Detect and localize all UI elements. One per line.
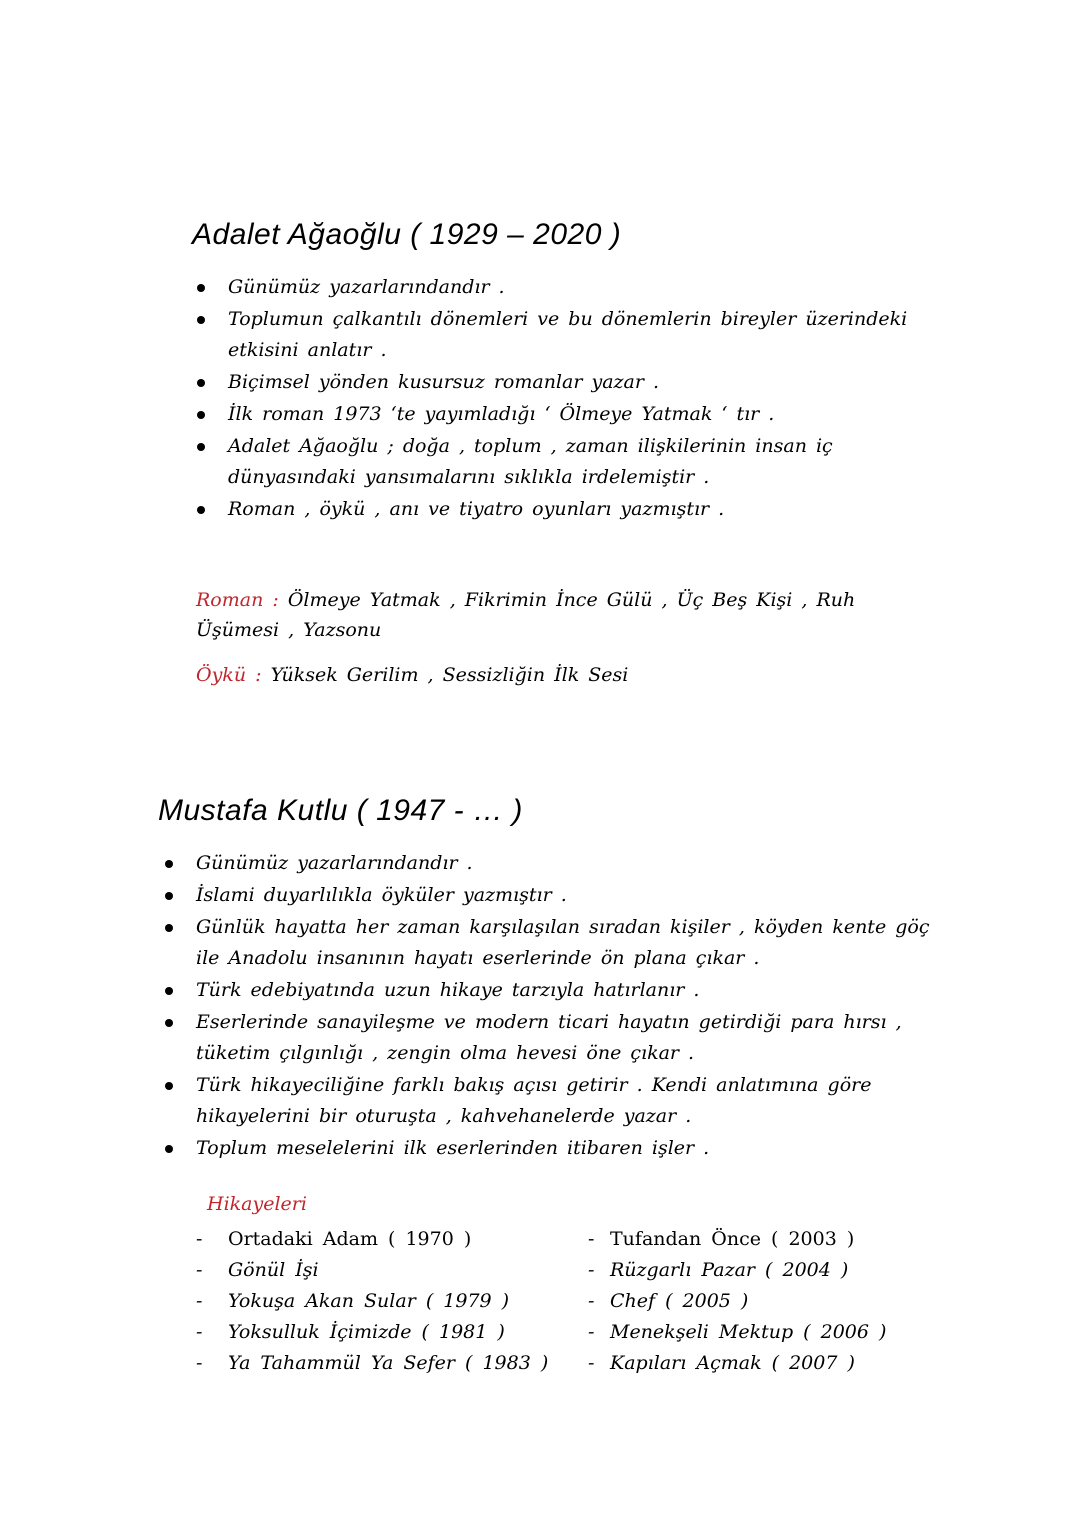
list-item-text: Adalet Ağaoğlu ; doğa , toplum , zaman ilişkilerinin insan iç dünyasındaki yansımalarını sıklıkla irdelemiştir . xyxy=(228,435,833,488)
story-title: Rüzgarlı Pazar ( 2004 ) xyxy=(610,1259,849,1281)
dash-marker: - xyxy=(196,1290,203,1312)
list-item-text: Günümüz yazarlarındandır . xyxy=(196,852,473,874)
story-item xyxy=(588,1286,886,1317)
list-item xyxy=(160,1133,950,1164)
bullet-icon xyxy=(165,1019,173,1027)
dash-marker: - xyxy=(588,1228,595,1250)
list-item xyxy=(192,494,962,525)
stories-left-column xyxy=(196,1224,548,1379)
story-title: Chef ( 2005 ) xyxy=(610,1290,749,1312)
bullet-icon xyxy=(165,924,173,932)
oyku-works xyxy=(196,660,936,690)
bullet-icon xyxy=(165,1145,173,1153)
story-title: Ortadaki Adam ( 1970 ) xyxy=(228,1228,472,1250)
list-item xyxy=(160,880,950,911)
dash-marker: - xyxy=(588,1290,595,1312)
oyku-label: Öykü : xyxy=(196,664,262,686)
list-item-text: Günümüz yazarlarındandır . xyxy=(228,276,505,298)
list-item xyxy=(160,975,950,1006)
mustafa-kutlu-bullet-list xyxy=(160,848,950,1165)
bullet-icon xyxy=(197,379,205,387)
adalet-agaoglu-bullet-list xyxy=(192,272,962,526)
story-title: Tufandan Önce ( 2003 ) xyxy=(610,1228,855,1250)
bullet-icon xyxy=(165,1082,173,1090)
list-item xyxy=(160,1070,950,1132)
list-item-text: Biçimsel yönden kusursuz romanlar yazar . xyxy=(228,371,660,393)
bullet-icon xyxy=(165,892,173,900)
roman-works xyxy=(196,585,936,645)
story-item xyxy=(196,1224,548,1255)
dash-marker: - xyxy=(588,1259,595,1281)
dash-marker: - xyxy=(196,1321,203,1343)
list-item xyxy=(192,367,962,398)
story-item xyxy=(588,1224,886,1255)
story-title: Menekşeli Mektup ( 2006 ) xyxy=(610,1321,887,1343)
bullet-icon xyxy=(165,987,173,995)
list-item xyxy=(160,848,950,879)
roman-list: Ölmeye Yatmak , Fikrimin İnce Gülü , Üç Beş Kişi , Ruh Üşümesi , Yazsonu xyxy=(196,589,856,641)
dash-marker: - xyxy=(196,1259,203,1281)
dash-marker: - xyxy=(196,1228,203,1250)
story-item xyxy=(588,1348,886,1379)
dash-marker: - xyxy=(196,1352,203,1374)
list-item-text: Eserlerinde sanayileşme ve modern ticari hayatın getirdiği para hırsı , tüketim çılgınlığı , zengin olma hevesi öne çıkar . xyxy=(196,1011,902,1064)
author-heading-adalet-agaoglu: Adalet Ağaoğlu ( 1929 – 2020 ) xyxy=(192,218,622,251)
list-item-text: Roman , öykü , anı ve tiyatro oyunları yazmıştır . xyxy=(228,498,725,520)
bullet-icon xyxy=(197,411,205,419)
stories-right-column xyxy=(588,1224,886,1379)
list-item-text: Türk hikayeciliğine farklı bakış açısı getirir . Kendi anlatımına göre hikayelerini bir oturuşta , kahvehanelerde yazar . xyxy=(196,1074,872,1127)
roman-label: Roman : xyxy=(196,589,279,611)
list-item xyxy=(192,399,962,430)
list-item-text: İlk roman 1973 ‘te yayımladığı ‘ Ölmeye Yatmak ‘ tır . xyxy=(228,403,775,425)
bullet-icon xyxy=(197,506,205,514)
story-item xyxy=(196,1317,548,1348)
bullet-icon xyxy=(165,860,173,868)
list-item xyxy=(160,912,950,974)
list-item xyxy=(160,1007,950,1069)
bullet-icon xyxy=(197,443,205,451)
story-title: Gönül İşi xyxy=(228,1259,319,1281)
story-title: Yokuşa Akan Sular ( 1979 ) xyxy=(228,1290,510,1312)
list-item-text: Toplum meselelerini ilk eserlerinden itibaren işler . xyxy=(196,1137,710,1159)
list-item-text: Türk edebiyatında uzun hikaye tarzıyla hatırlanır . xyxy=(196,979,700,1001)
story-item xyxy=(588,1317,886,1348)
list-item xyxy=(192,431,962,493)
list-item xyxy=(192,272,962,303)
list-item-text: Toplumun çalkantılı dönemleri ve bu dönemlerin bireyler üzerindeki etkisini anlatır . xyxy=(228,308,908,361)
story-title: Ya Tahammül Ya Sefer ( 1983 ) xyxy=(228,1352,549,1374)
author-heading-mustafa-kutlu: Mustafa Kutlu ( 1947 - … ) xyxy=(158,794,523,827)
bullet-icon xyxy=(197,284,205,292)
story-title: Yoksulluk İçimizde ( 1981 ) xyxy=(228,1321,505,1343)
list-item xyxy=(192,304,962,366)
story-item xyxy=(588,1255,886,1286)
dash-marker: - xyxy=(588,1352,595,1374)
oyku-list: Yüksek Gerilim , Sessizliğin İlk Sesi xyxy=(270,664,629,686)
dash-marker: - xyxy=(588,1321,595,1343)
hikayeleri-label: Hikayeleri xyxy=(207,1193,307,1215)
list-item-text: Günlük hayatta her zaman karşılaşılan sıradan kişiler , köyden kente göç ile Anadolu insanının hayatı eserlerinde ön plana çıkar . xyxy=(196,916,930,969)
story-item xyxy=(196,1286,548,1317)
story-title: Kapıları Açmak ( 2007 ) xyxy=(610,1352,855,1374)
bullet-icon xyxy=(197,316,205,324)
story-item xyxy=(196,1255,548,1286)
story-item xyxy=(196,1348,548,1379)
list-item-text: İslami duyarlılıkla öyküler yazmıştır . xyxy=(196,884,567,906)
